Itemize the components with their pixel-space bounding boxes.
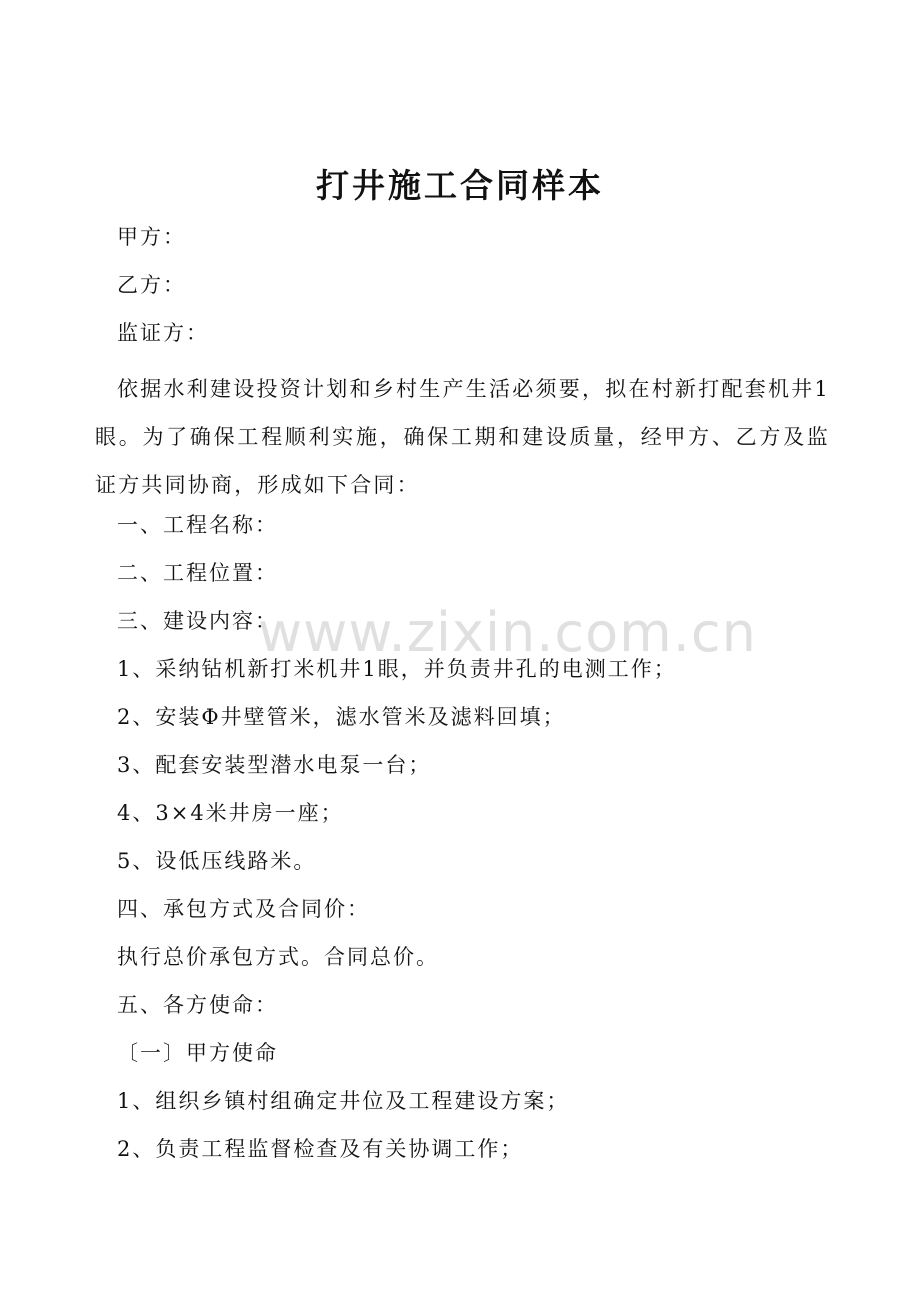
content-item: 1、采纳钻机新打米机井1眼，并负责井孔的电测工作； bbox=[117, 657, 677, 681]
document-title: 打井施工合同样本 bbox=[316, 166, 604, 205]
section-project-name: 一、工程名称： bbox=[117, 513, 278, 537]
content-item: 5、设低压线路米。 bbox=[117, 849, 317, 873]
site-watermark: www.zixin.com.cn bbox=[258, 601, 757, 664]
subsection-party-a: 〔一〕甲方使命 bbox=[117, 1041, 278, 1065]
contract-mode-text: 执行总价承包方式。合同总价。 bbox=[117, 945, 439, 969]
party-a-duty: 1、组织乡镇村组确定井位及工程建设方案； bbox=[117, 1089, 570, 1113]
section-responsibilities: 五、各方使命： bbox=[117, 993, 278, 1017]
section-contract-mode: 四、承包方式及合同价： bbox=[117, 897, 370, 921]
content-item: 2、安装Φ井壁管米，滤水管米及滤料回填； bbox=[117, 705, 566, 729]
party-b-label: 乙方： bbox=[117, 273, 186, 297]
section-project-location: 二、工程位置： bbox=[117, 561, 278, 585]
content-item: 4、3×4米井房一座； bbox=[117, 801, 344, 825]
content-item: 3、配套安装型潜水电泵一台； bbox=[117, 753, 432, 777]
intro-paragraph: 依据水利建设投资计划和乡村生产生活必须要，拟在村新打配套机井1眼。为了确保工程顺利实施，确保工期和建设质量，经甲方、乙方及监证方共同协商，形成如下合同： bbox=[95, 377, 830, 497]
section-construction-content: 三、建设内容： bbox=[117, 609, 278, 633]
party-a-label: 甲方： bbox=[117, 225, 186, 249]
witness-label: 监证方： bbox=[117, 321, 209, 345]
party-a-duty: 2、负责工程监督检查及有关协调工作； bbox=[117, 1137, 524, 1161]
